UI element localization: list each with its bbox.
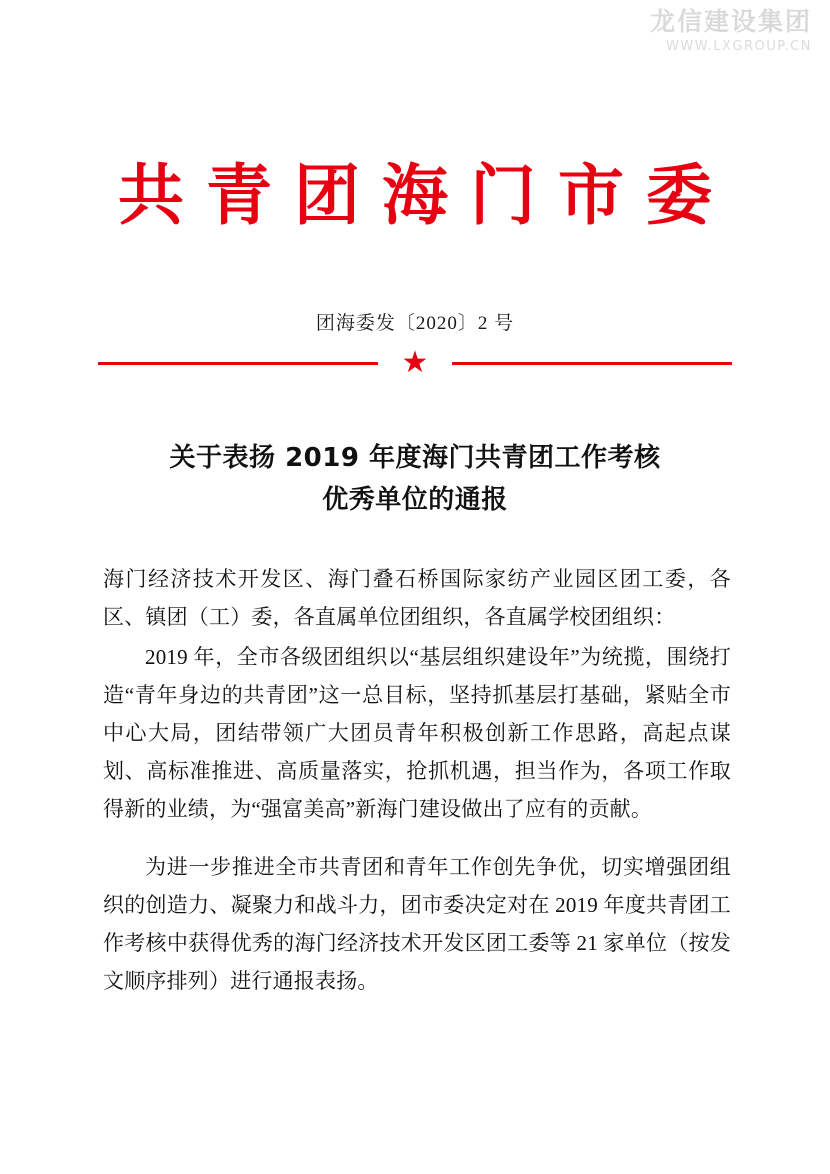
document-number: 团海委发〔2020〕2 号: [315, 313, 515, 334]
star-icon: ★: [401, 346, 429, 379]
watermark-url: WWW.LXGROUP.CN: [666, 38, 812, 54]
red-rule-right-segment: [452, 362, 732, 365]
paragraph-2: 为进一步推进全市共青团和青年工作创先争优，切实增强团组织的创造力、凝聚力和战斗力，团市委决定对在 2019 年度共青团工作考核中获得优秀的海门经济技术开发区团工委等 21 家单位（按发文顺序排列）进行通报表扬。: [103, 855, 731, 993]
masthead: [0, 155, 830, 238]
watermark-company-name: 龙信建设集团: [649, 7, 812, 36]
document-body: [103, 560, 731, 1002]
paragraph-salutation: 海门经济技术开发区、海门叠石桥国际家纺产业园区团工委，各区、镇团（工）委，各直属单位团组织，各直属学校团组织：: [103, 567, 731, 629]
masthead-title: 共青团海门市委: [118, 157, 734, 234]
paragraph-1: 2019 年，全市各级团组织以“基层组织建设年”为统揽，围绕打造“青年身边的共青团”这一总目标，坚持抓基层打基础，紧贴全市中心大局，团结带领广大团员青年积极创新工作思路，高起点谋划、高标准推进、高质量落实，抢抓机遇，担当作为，各项工作取得新的业绩，为“强富美高”新海门建设做出了应有的贡献。: [103, 645, 731, 821]
page-title: [100, 437, 730, 521]
watermark: [650, 8, 812, 55]
page-title-line-2: 优秀单位的通报: [322, 485, 508, 515]
red-rule-left-segment: [98, 362, 378, 365]
red-separator-rule: [98, 346, 732, 379]
page-title-line-1: 关于表扬 2019 年度海门共青团工作考核: [169, 443, 661, 473]
